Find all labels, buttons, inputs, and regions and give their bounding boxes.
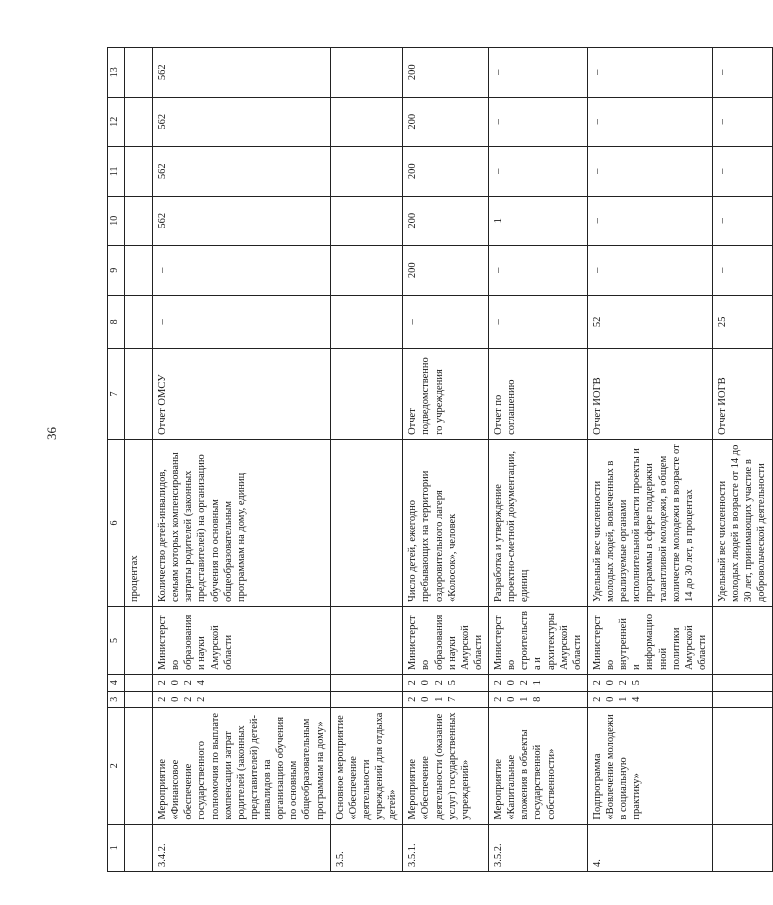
responsible bbox=[330, 606, 403, 674]
source: Отчет ИОГВ bbox=[587, 349, 712, 440]
indicator: Удельный вес численности молодых людей, вовлеченных в реализуемые органами исполнительной власти проекты и программы в сфере поддержки талантливой молодежи, в общем количестве молодежи в возрасте от 14 до 30 лет, в процентах bbox=[587, 439, 712, 606]
value-cell bbox=[330, 97, 403, 147]
source: Отчет подведомственного учреждения bbox=[403, 349, 489, 440]
table-row bbox=[587, 48, 712, 872]
responsible: Министерство внутренней и информационной политики Амурской области bbox=[587, 606, 712, 674]
end-year: 2025 bbox=[403, 675, 489, 692]
start-year bbox=[330, 691, 403, 708]
header-cell: 5 bbox=[108, 606, 125, 674]
start-year: 2014 bbox=[587, 691, 712, 708]
row-number: 3.5. bbox=[330, 824, 403, 871]
value-cell: – bbox=[713, 246, 773, 296]
row-number: 3.4.2. bbox=[153, 824, 331, 871]
indicator: Число детей, ежегодно пребывающих на территории оздоровительного лагеря «Колосок», человек bbox=[403, 439, 489, 606]
table-row bbox=[403, 48, 489, 872]
end-year bbox=[330, 675, 403, 692]
value-cell: – bbox=[153, 246, 331, 296]
value-cell: – bbox=[713, 48, 773, 98]
source: Отчет по соглашению bbox=[489, 349, 588, 440]
value-cell: – bbox=[587, 246, 712, 296]
event-name: Мероприятие «Финансовое обеспечение государственного полномочия по выплате компенсации затрат родителей (законных представителей) детей-инвалидов на организацию обучения по основным общеобразовательным программам на дому» bbox=[153, 708, 331, 825]
event-name bbox=[713, 708, 773, 825]
value-cell: 200 bbox=[403, 196, 489, 246]
header-cell: 8 bbox=[108, 295, 125, 349]
event-name: Мероприятие «Обеспечение деятельности (оказание услуг) государственных учреждений» bbox=[403, 708, 489, 825]
value-cell: – bbox=[489, 295, 588, 349]
value-cell: 52 bbox=[587, 295, 712, 349]
value-cell: 562 bbox=[153, 196, 331, 246]
value-cell: – bbox=[489, 147, 588, 197]
start-year: 2022 bbox=[153, 691, 331, 708]
source bbox=[330, 349, 403, 440]
value-cell: 200 bbox=[403, 48, 489, 98]
value-cell: 200 bbox=[403, 147, 489, 197]
value-cell: – bbox=[153, 295, 331, 349]
rotated-page-content bbox=[107, 47, 768, 872]
value-cell: – bbox=[713, 196, 773, 246]
value-cell: – bbox=[713, 147, 773, 197]
indicators-table bbox=[107, 47, 773, 872]
responsible: Министерство строительства и архитектуры Амурской области bbox=[489, 606, 588, 674]
header-cell: 4 bbox=[108, 675, 125, 692]
header-cell: 10 bbox=[108, 196, 125, 246]
value-cell bbox=[330, 147, 403, 197]
end-year: 2024 bbox=[153, 675, 331, 692]
table-row bbox=[489, 48, 588, 872]
responsible: Министерство образования и науки Амурской области bbox=[403, 606, 489, 674]
header-cell: 2 bbox=[108, 708, 125, 825]
value-cell: 200 bbox=[403, 246, 489, 296]
source: Отчет ИОГВ bbox=[713, 349, 773, 440]
event-name: Подпрограмма «Вовлечение молодежи в социальную практику» bbox=[587, 708, 712, 825]
value-cell bbox=[330, 196, 403, 246]
table-row bbox=[330, 48, 403, 872]
responsible bbox=[713, 606, 773, 674]
end-year: 2025 bbox=[587, 675, 712, 692]
event-name: Мероприятие «Капитальные вложения в объекты государственной собственности» bbox=[489, 708, 588, 825]
event-name: Основное мероприятие «Обеспечение деятельности учреждений для отдыха детей» bbox=[330, 708, 403, 825]
indicator bbox=[330, 439, 403, 606]
table-header-row bbox=[108, 48, 125, 872]
value-cell: 562 bbox=[153, 97, 331, 147]
table-row bbox=[153, 48, 331, 872]
responsible: Министерство образования и науки Амурской области bbox=[153, 606, 331, 674]
value-cell: 1 bbox=[489, 196, 588, 246]
value-cell bbox=[330, 246, 403, 296]
row-number: 3.5.1. bbox=[403, 824, 489, 871]
header-cell: 3 bbox=[108, 691, 125, 708]
value-cell: – bbox=[587, 97, 712, 147]
header-cell: 7 bbox=[108, 349, 125, 440]
table-row bbox=[713, 48, 773, 872]
value-cell: – bbox=[587, 147, 712, 197]
indicator: Удельный вес численности молодых людей в возрасте от 14 до 30 лет, принимающих участие в добровольческой деятельности bbox=[713, 439, 773, 606]
value-cell: 25 bbox=[713, 295, 773, 349]
page-number: 36 bbox=[44, 427, 59, 440]
value-cell: – bbox=[587, 196, 712, 246]
value-cell bbox=[330, 48, 403, 98]
value-cell: – bbox=[489, 246, 588, 296]
header-cell: 1 bbox=[108, 824, 125, 871]
start-year: 2017 bbox=[403, 691, 489, 708]
header-cell: 12 bbox=[108, 97, 125, 147]
value-cell: – bbox=[587, 48, 712, 98]
table-cell: процентах bbox=[125, 439, 153, 606]
header-cell: 6 bbox=[108, 439, 125, 606]
row-number: 3.5.2. bbox=[489, 824, 588, 871]
value-cell: 562 bbox=[153, 147, 331, 197]
start-year: 2018 bbox=[489, 691, 588, 708]
value-cell: – bbox=[403, 295, 489, 349]
indicator: Количество детей-инвалидов, семьям которых компенсированы затраты родителей (законных представителей) на организацию обучения по основным общеобразовательным программам на дому, единиц bbox=[153, 439, 331, 606]
header-cell: 11 bbox=[108, 147, 125, 197]
start-year bbox=[713, 691, 773, 708]
value-cell: 200 bbox=[403, 97, 489, 147]
value-cell bbox=[330, 295, 403, 349]
value-cell: – bbox=[489, 48, 588, 98]
continuation-row bbox=[125, 48, 153, 872]
header-cell: 9 bbox=[108, 246, 125, 296]
source: Отчет ОМСУ bbox=[153, 349, 331, 440]
value-cell: – bbox=[713, 97, 773, 147]
row-number bbox=[713, 824, 773, 871]
end-year: 2021 bbox=[489, 675, 588, 692]
value-cell: – bbox=[489, 97, 588, 147]
value-cell: 562 bbox=[153, 48, 331, 98]
indicator: Разработка и утверждение проектно-сметной документации, единиц bbox=[489, 439, 588, 606]
end-year bbox=[713, 675, 773, 692]
row-number: 4. bbox=[587, 824, 712, 871]
header-cell: 13 bbox=[108, 48, 125, 98]
